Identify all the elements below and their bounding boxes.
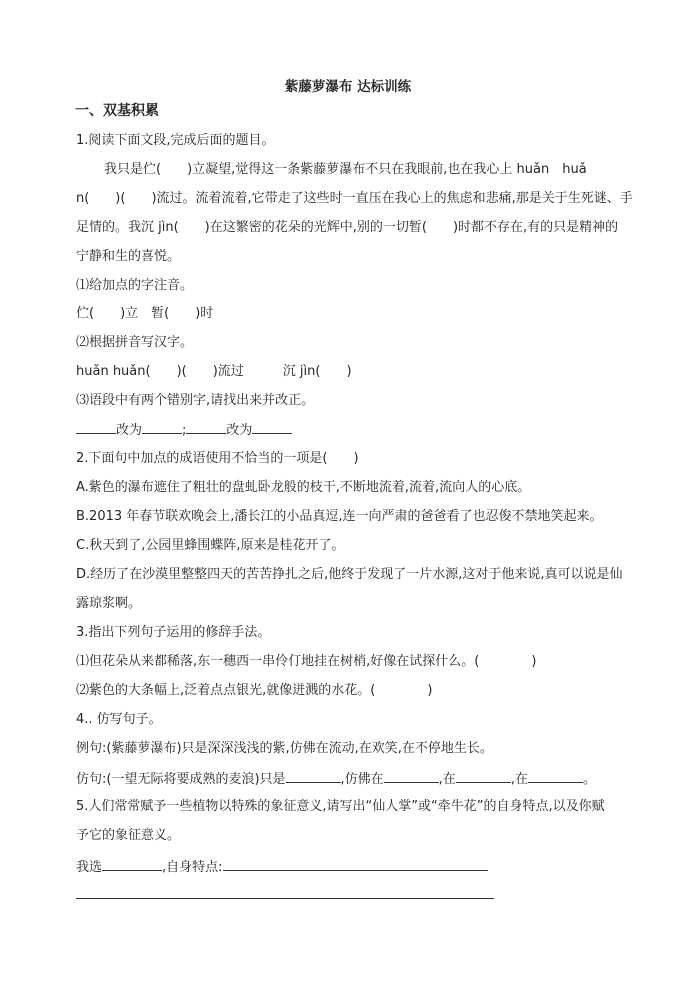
q2-option-c: C.秋天到了,公园里蜂围蝶阵,原来是桂花开了。 xyxy=(76,538,345,553)
q2-option-b: B.2013 年春节联欢晚会上,潘长江的小品真逗,连一向严肃的爸爸看了也忍俊不禁地笑起来。 xyxy=(76,509,603,524)
q2-prompt: 2.下面句中加点的成语使用不恰当的一项是( ) xyxy=(76,451,359,466)
q2-option-d-line-1: D.经历了在沙漠里整整四天的苦苦挣扎之后,他终于发现了一片水源,这对于他来说,真可以说是仙 xyxy=(76,567,623,582)
q1-passage-line-2: n( )( )流过。流着流着,它带走了这些时一直压在我心上的焦虑和悲痛,那是关于生死谜、手 xyxy=(76,191,633,206)
blank-imitation-2[interactable] xyxy=(384,770,439,783)
separator: ; xyxy=(182,423,187,438)
q5-answer-line xyxy=(76,858,488,876)
change-to-label-1: 改为 xyxy=(116,423,143,438)
change-to-label-2: 改为 xyxy=(226,423,253,438)
q2-option-a: A.紫色的瀑布遮住了粗壮的盘虬卧龙般的枝干,不断地流着,流着,流向人的心底。 xyxy=(76,480,531,495)
q1-sub1: ⑴给加点的字注音。 xyxy=(76,278,194,293)
blank-feature[interactable] xyxy=(223,858,488,871)
q3-sentence-2: ⑵紫色的大条幅上,泛着点点银光,就像迸溅的水花。( ) xyxy=(76,683,433,698)
page-title: 紫藤萝瀑布 达标训练 xyxy=(284,79,412,95)
q1-sub1-answer: 伫( )立 暂( )时 xyxy=(76,306,214,321)
q4-example: 例句:(紫藤萝瀑布)只是深深浅浅的紫,仿佛在流动,在欢笑,在不停地生长。 xyxy=(76,741,493,756)
q5-prompt-line-1: 5.人们常常赋予一些植物以特殊的象征意义,请写出“仙人掌”或“牵牛花”的自身特点,以及你赋 xyxy=(76,799,605,814)
q2-option-d-line-2: 露琼浆啊。 xyxy=(76,596,142,611)
q4-prompt: 4.. 仿写句子。 xyxy=(76,712,162,727)
answer-line-blank[interactable] xyxy=(76,898,494,899)
q5-prompt-line-2: 予它的象征意义。 xyxy=(76,828,181,843)
q4-imitation-line xyxy=(76,770,596,788)
blank-wrong-char-1[interactable] xyxy=(76,421,116,434)
q1-passage-line-3: 足情的。我沉 jìn( )在这繁密的花朵的光辉中,别的一切暂( )时都不存在,有的只是精神的 xyxy=(76,220,619,235)
feature-label: ,自身特点: xyxy=(162,860,223,875)
q1-sub3-answer-line xyxy=(76,421,292,439)
blank-imitation-4[interactable] xyxy=(528,770,583,783)
q1-sub3: ⑶语段中有两个错别字,请找出来并改正。 xyxy=(76,393,315,408)
choose-label: 我选 xyxy=(76,860,103,875)
imitation-text-2: ,仿佛在 xyxy=(340,772,384,787)
imitation-text-4: ,在 xyxy=(510,772,528,787)
q1-passage-line-4: 宁静和生的喜悦。 xyxy=(76,249,181,264)
blank-correct-char-2[interactable] xyxy=(252,421,292,434)
q1-sub2-answer: huǎn huǎn( )( )流过 沉 jìn( ) xyxy=(76,364,352,379)
section-heading: 一、双基积累 xyxy=(75,103,159,119)
q3-sentence-1: ⑴但花朵从来都稀落,东一穗西一串伶仃地挂在树梢,好像在试探什么。( ) xyxy=(76,654,537,669)
q1-passage-line-1: 我只是伫( )立凝望,觉得这一条紫藤萝瀑布不只在我眼前,也在我心上 huǎn huǎ xyxy=(104,162,587,177)
imitation-lead: 仿句:(一望无际将要成熟的麦浪)只是 xyxy=(76,772,286,787)
blank-wrong-char-2[interactable] xyxy=(186,421,226,434)
blank-correct-char-1[interactable] xyxy=(142,421,182,434)
q1-sub2: ⑵根据拼音写汉字。 xyxy=(76,335,194,350)
q3-prompt: 3.指出下列句子运用的修辞手法。 xyxy=(76,625,271,640)
imitation-text-3: ,在 xyxy=(438,772,456,787)
blank-imitation-3[interactable] xyxy=(456,770,511,783)
blank-imitation-1[interactable] xyxy=(286,770,341,783)
blank-plant-choice[interactable] xyxy=(102,858,162,871)
imitation-end: 。 xyxy=(582,772,596,787)
q1-prompt: 1.阅读下面文段,完成后面的题目。 xyxy=(76,133,275,148)
